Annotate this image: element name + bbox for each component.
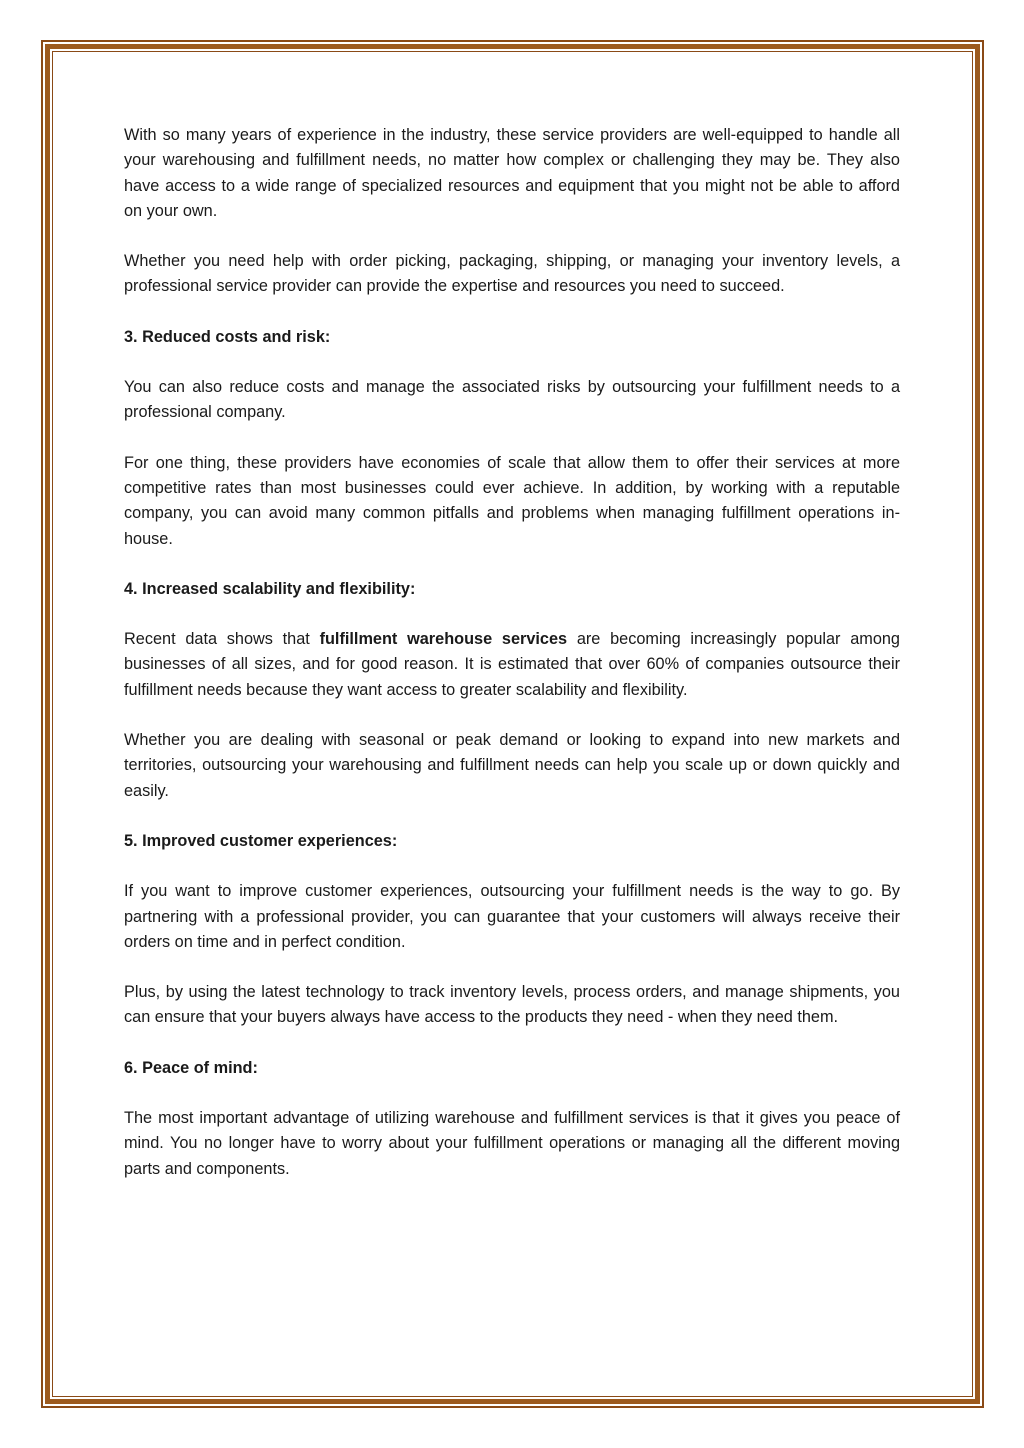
paragraph-seasonal-demand: Whether you are dealing with seasonal or peak demand or looking to expand into new markets and territories, outsourcing your warehousing and fulfillment needs can help you scale up or down quickly and easily. [124, 731, 900, 800]
recent-data-text-start: Recent data shows that [124, 630, 320, 649]
paragraph-peace-of-mind: The most important advantage of utilizing warehouse and fulfillment services is that it gives you peace of mind. You no longer have to worry about your fulfillment operations or managing all the different moving parts and components. [124, 1109, 900, 1178]
heading-scalability: 4. Increased scalability and flexibility: [124, 579, 416, 598]
document-body [124, 123, 900, 1207]
paragraph-economies-of-scale: For one thing, these providers have economies of scale that allow them to offer their services at more competitive rates than most businesses could ever achieve. In addition, by working with a reputable company, you can avoid many common pitfalls and problems when managing fulfillment operations in-house. [124, 453, 900, 548]
paragraph-experience: With so many years of experience in the industry, these service providers are well-equipped to handle all your warehousing and fulfillment needs, no matter how complex or challenging they may be. They also have access to a wide range of specialized resources and equipment that you might not be able to afford on your own. [124, 126, 900, 220]
heading-peace-of-mind: 6. Peace of mind: [124, 1058, 258, 1077]
heading-customer-experiences: 5. Improved customer experiences: [124, 831, 398, 850]
paragraph-latest-technology: Plus, by using the latest technology to track inventory levels, process orders, and manage shipments, you can ensure that your buyers always have access to the products they need - when they need them. [124, 983, 900, 1027]
paragraph-reduce-costs: You can also reduce costs and manage the associated risks by outsourcing your fulfillment needs to a professional company. [124, 378, 900, 422]
paragraph-recent-data [124, 627, 900, 703]
paragraph-improve-experiences: If you want to improve customer experiences, outsourcing your fulfillment needs is the way to go. By partnering with a professional provider, you can guarantee that your customers will always receive their orders on time and in perfect condition. [124, 882, 900, 951]
recent-data-text-end: are becoming increasingly popular among businesses of all sizes, and for good reason. It is estimated that over 60% of companies outsource their fulfillment needs because they want access to greater scalability and flexibility. [124, 630, 900, 699]
heading-reduced-costs: 3. Reduced costs and risk: [124, 327, 331, 346]
keyword-link-fulfillment-warehouse-services: fulfillment warehouse services [319, 630, 568, 649]
paragraph-expertise: Whether you need help with order picking, packaging, shipping, or managing your inventory levels, a professional service provider can provide the expertise and resources you need to succeed. [124, 252, 900, 296]
